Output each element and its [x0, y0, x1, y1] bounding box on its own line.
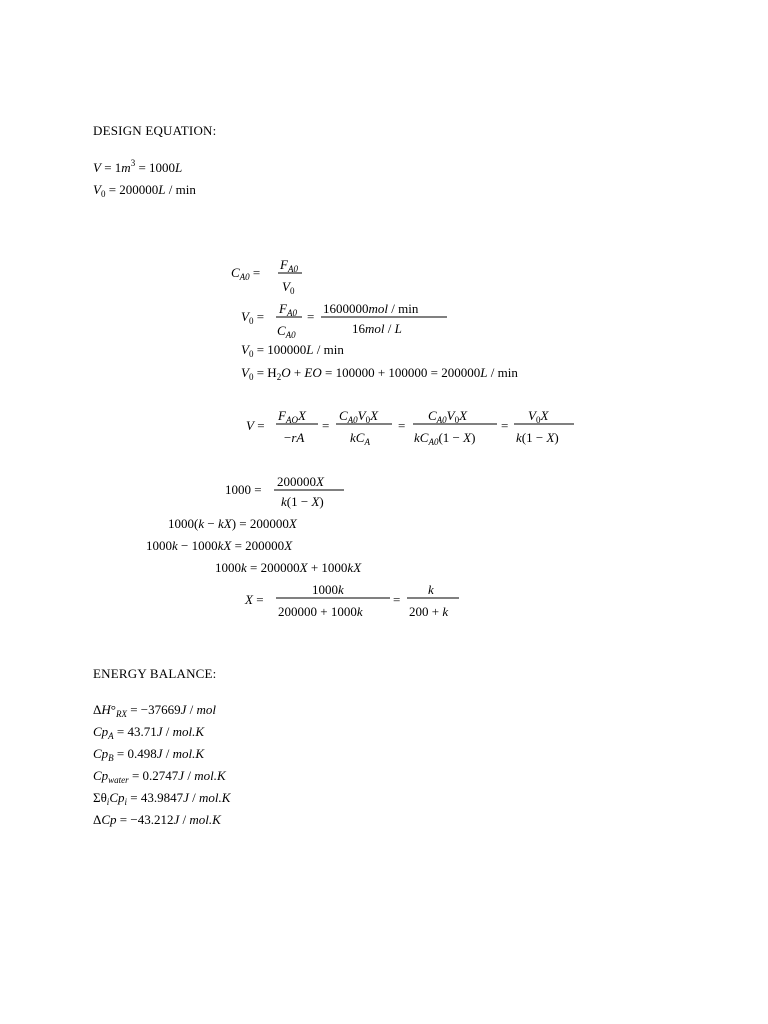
svg-text:FA0: $F_{A0}$ — [280, 257, 298, 274]
design-equation-heading: DESIGN EQUATION: — [93, 123, 217, 138]
svg-text:V0: $V_0$ — [282, 279, 295, 296]
svg-text:ΔCp = −43.212J / mol.K: ΔCp = −43.212J / mol.K — [93, 812, 221, 827]
svg-text:Cpwater = 0.2747J / mol.K: $Cp_{water} = 0.2747J / mol.K$ — [93, 768, 226, 785]
v0-value — [241, 342, 344, 359]
svg-text:FA0: $F_{A0}$ — [279, 301, 297, 318]
svg-text:k(1 − X): k(1 − X) — [516, 430, 559, 445]
ca0-definition — [231, 257, 302, 296]
svg-text:V =: V = — [246, 418, 265, 433]
energy-cpa — [93, 724, 205, 741]
flow-equation — [93, 182, 196, 199]
volume-equation — [93, 158, 182, 175]
svg-text:1600000mol / min: 1600000mol / min — [323, 301, 419, 316]
svg-text:kCA0(1 − X): $kC_{A0}(1 - X)$ — [414, 430, 476, 447]
svg-text:1000k − 1000kX = 200000X: 1000k − 1000kX = 200000X — [146, 538, 293, 553]
svg-text:CA0V0X: $C_{A0}V_0X$ — [339, 408, 379, 425]
svg-text:CA0 =: $C_{A0}$ = — [231, 265, 261, 282]
svg-text:1000(k − kX) = 200000X: 1000(k − kX) = 200000X — [168, 516, 297, 531]
svg-text:=: = — [398, 418, 406, 433]
energy-sum — [93, 790, 232, 807]
svg-text:200000 + 1000k: 200000 + 1000k — [278, 604, 363, 619]
svg-text:CA0V0X: $C_{A0}V_0X$ — [428, 408, 468, 425]
conversion-step-2 — [168, 516, 298, 531]
conversion-step-1 — [225, 474, 344, 509]
svg-text:1000 =: 1000 = — [225, 482, 262, 497]
svg-text:V = 1m3 = 1000L: $V = 1m^3 = 1000L$ — [93, 158, 183, 175]
energy-dh — [93, 702, 216, 719]
svg-text:−rA: −rA — [284, 430, 305, 445]
svg-text:200 + k: 200 + k — [409, 604, 449, 619]
svg-text:k: k — [428, 582, 434, 597]
svg-text:=: = — [501, 418, 509, 433]
svg-text:1000k: 1000k — [312, 582, 344, 597]
energy-balance-heading: ENERGY BALANCE: — [93, 666, 217, 681]
conversion-step-4 — [215, 560, 362, 575]
energy-cpwater — [93, 768, 227, 785]
svg-text:V0X: $V_0X$ — [528, 408, 549, 425]
svg-text:V0 =: $V_0$ = — [241, 309, 265, 326]
svg-text:FAOX: $F_{AO}X$ — [278, 408, 306, 425]
energy-dcp — [93, 812, 222, 827]
svg-text:ΔH°RX = −37669J / mol: $\Delta H^\circ_{RX} = -37669J$ / mol — [93, 702, 217, 719]
conversion-step-3 — [146, 538, 293, 553]
svg-text:CpA = 43.71J / mol.K: $Cp_A = 43.71J / mol.K$ — [93, 724, 205, 741]
v0-sum — [241, 365, 518, 382]
svg-text:=: = — [307, 309, 315, 324]
svg-text:V0 = 100000L / min: $V_0 = 100000L / \min$ — [241, 342, 344, 359]
svg-text:200000X: 200000X — [277, 474, 324, 489]
svg-text:CA0: $C_{A0}$ — [277, 323, 296, 340]
svg-text:16mol / L: 16mol / L — [352, 321, 402, 336]
v0-calculation — [241, 301, 447, 340]
svg-text:kCA: $kC_A$ — [350, 430, 370, 447]
svg-text:CpB = 0.498J / mol.K: $Cp_B = 0.498J / mol.K$ — [93, 746, 205, 763]
svg-text:ΣθiCpi = 43.9847J / mol.K: $\Sigma\theta_iCp_i = 43.9847J / mol.K$ — [93, 790, 231, 807]
svg-text:=: = — [322, 418, 330, 433]
svg-text:V0 = 200000L / min: $V_0 = 200000L / \min$ — [93, 182, 196, 199]
svg-text:V0 = H2O + EO = 100000 + 10000: $V_0 = H_2O$ + EO = 100000 + 100000 = 200000L / min — [241, 365, 518, 382]
energy-cpb — [93, 746, 205, 763]
design-equation-chain — [246, 408, 574, 447]
svg-text:1000k = 200000X + 1000kX: 1000k = 200000X + 1000kX — [215, 560, 362, 575]
svg-text:k(1 − X): k(1 − X) — [281, 494, 324, 509]
svg-text:X =: X = — [245, 592, 264, 607]
conversion-step-5 — [244, 582, 459, 619]
svg-text:=: = — [393, 592, 401, 607]
